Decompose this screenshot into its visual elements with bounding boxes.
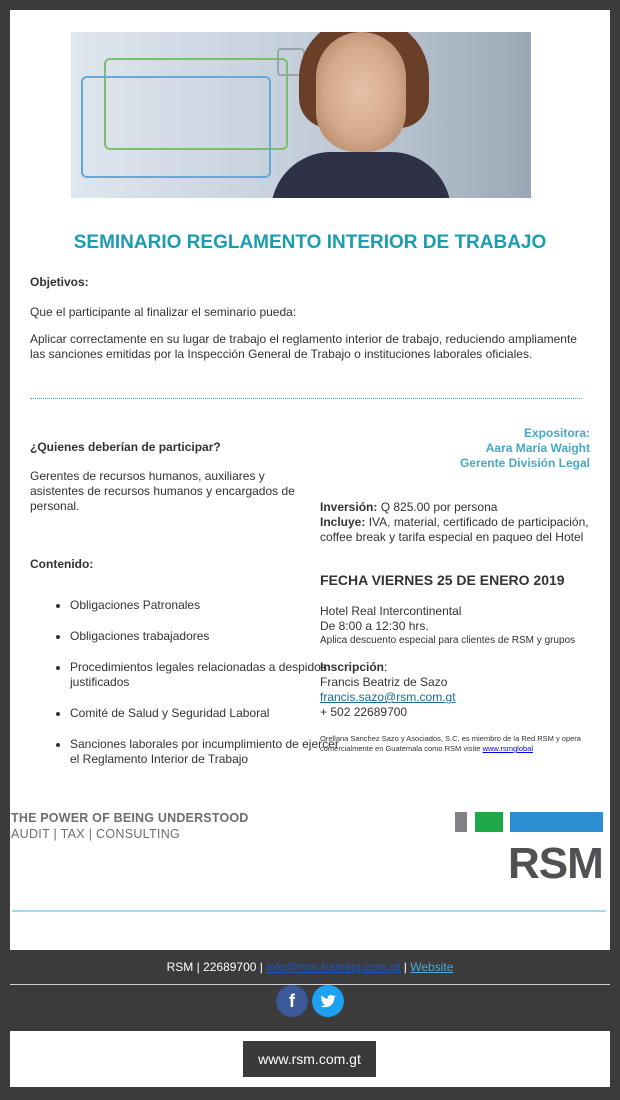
- list-item: • Comité de Salud y Seguridad Laboral: [70, 706, 350, 721]
- inversion-value: Q 825.00 por persona: [377, 500, 498, 514]
- event-schedule: De 8:00 a 12:30 hrs.: [320, 619, 429, 633]
- list-item: • Obligaciones trabajadores: [70, 629, 350, 644]
- objetivos-intro: Que el participante al finalizar el seminario pueda:: [30, 305, 297, 319]
- discount-note: Aplica descuento especial para clientes de RSM y grupos: [320, 635, 576, 646]
- banner-underline: [12, 910, 606, 912]
- footer-prefix: RSM | 22689700 |: [166, 960, 267, 974]
- rsmglobal-link[interactable]: www.rsmglobal: [482, 744, 533, 753]
- expositora-label: Expositora:: [523, 426, 590, 440]
- inscripcion-label: Inscripción: [320, 660, 385, 674]
- expositora-role: Gerente División Legal: [459, 456, 590, 470]
- event-date: FECHA VIERNES 25 DE ENERO 2019: [320, 572, 565, 588]
- objetivos-text: Aplicar correctamente en su lugar de trabajo el reglamento interior de trabajo, reduciendo ampliamente las sanciones emitidas por la Inspección General de Trabajo o instituciones laborales oficiales.: [30, 332, 577, 361]
- hero-image: [71, 32, 531, 198]
- email-card: [10, 10, 610, 950]
- banner-services: AUDIT | TAX | CONSULTING: [11, 827, 181, 841]
- footer-contact: [0, 960, 620, 974]
- footer-bottom: [10, 1031, 610, 1087]
- inscripcion-block: [320, 660, 600, 720]
- logo-gray-block: [455, 812, 467, 832]
- objetivos-label: Objetivos:: [30, 275, 89, 289]
- footer-website-link[interactable]: Website: [410, 960, 454, 974]
- rsm-logo: RSM: [508, 839, 603, 888]
- inversion-block: [320, 500, 590, 545]
- expositora-block: [460, 426, 590, 471]
- list-item: • Sanciones laborales por incumplimiento de ejercer el Reglamento Interior de Trabajo: [70, 737, 350, 767]
- logo-green-block: [475, 812, 503, 832]
- disclaimer: [320, 734, 590, 754]
- website-button[interactable]: www.rsm.com.gt: [243, 1041, 376, 1077]
- portrait-face: [316, 32, 406, 152]
- contact-phone: + 502 22689700: [320, 705, 408, 719]
- section-divider: [30, 398, 582, 399]
- logo-blue-block: [510, 812, 603, 832]
- decorative-frame-blue: [81, 76, 271, 178]
- hotel-name: Hotel Real Intercontinental: [320, 604, 462, 618]
- footer-divider: [10, 984, 610, 985]
- inversion-label: Inversión:: [320, 500, 378, 514]
- inscripcion-colon: :: [384, 660, 388, 674]
- facebook-icon[interactable]: f: [276, 985, 308, 1017]
- page-title: SEMINARIO REGLAMENTO INTERIOR DE TRABAJO: [73, 232, 547, 253]
- incluye-label: Incluye:: [320, 515, 366, 529]
- portrait-body: [271, 152, 451, 198]
- footer-separator: |: [400, 960, 411, 974]
- list-item: • Procedimientos legales relacionadas a despidos justificados: [70, 660, 350, 690]
- quienes-label: ¿Quienes deberían de participar?: [30, 440, 221, 454]
- contenido-label: Contenido:: [30, 557, 94, 571]
- twitter-icon[interactable]: [312, 985, 344, 1017]
- contact-email-link[interactable]: francis.sazo@rsm.com.gt: [320, 690, 456, 704]
- contact-name: Francis Beatriz de Sazo: [320, 675, 448, 689]
- banner-tagline: THE POWER OF BEING UNDERSTOOD: [11, 811, 249, 825]
- footer-email-link[interactable]: info@rsm-training.com.gt: [266, 960, 401, 974]
- disclaimer-text: Orellana Sanchez Sazo y Asociados, S.C. es miembro de la Red RSM y opera comercialmente en Guatemala como RSM visite: [320, 734, 581, 753]
- contenido-list: [30, 598, 350, 783]
- incluye-value: IVA, material, certificado de participación, coffee break y tarifa especial en paqueo del Hotel: [320, 515, 589, 544]
- venue-block: [320, 604, 600, 647]
- expositora-name: Aara María Waight: [485, 441, 590, 455]
- quienes-text: Gerentes de recursos humanos, auxiliares y asistentes de recursos humanos y encargados de personal.: [30, 469, 295, 513]
- rsm-banner: [10, 795, 610, 913]
- list-item: • Obligaciones Patronales: [70, 598, 350, 613]
